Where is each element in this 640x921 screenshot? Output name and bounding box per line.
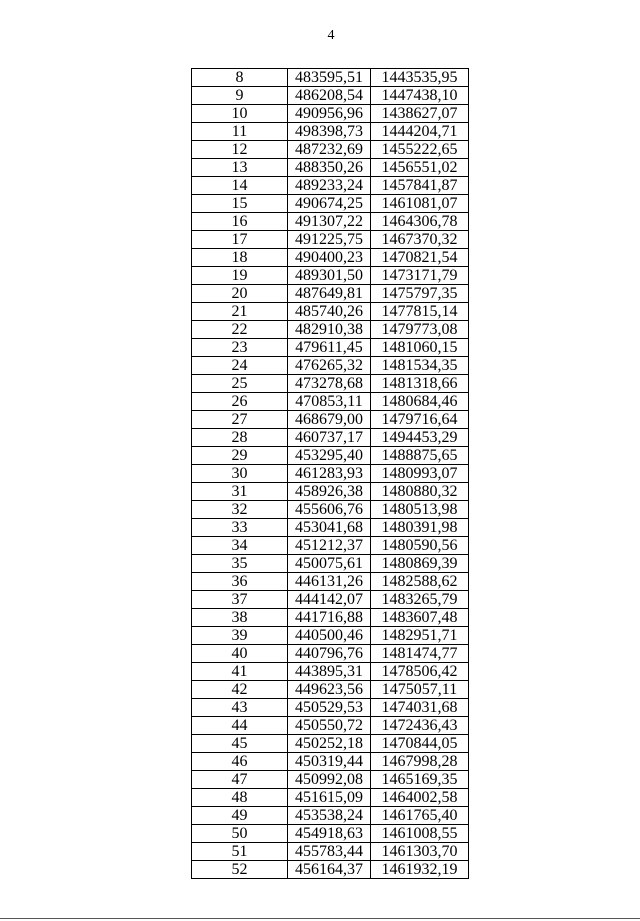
point-number-cell: 40 — [192, 645, 288, 663]
point-number-cell: 23 — [192, 339, 288, 357]
point-number-cell: 26 — [192, 393, 288, 411]
x-coordinate-cell: 450075,61 — [288, 555, 371, 573]
x-coordinate-cell: 450319,44 — [288, 753, 371, 771]
x-coordinate-cell: 450252,18 — [288, 735, 371, 753]
point-number-cell: 47 — [192, 771, 288, 789]
x-coordinate-cell: 458926,38 — [288, 483, 371, 501]
point-number-cell: 22 — [192, 321, 288, 339]
point-number-cell: 42 — [192, 681, 288, 699]
table-row — [192, 771, 469, 789]
table-row — [192, 285, 469, 303]
x-coordinate-cell: 450550,72 — [288, 717, 371, 735]
x-coordinate-cell: 456164,37 — [288, 861, 371, 879]
x-coordinate-cell: 461283,93 — [288, 465, 371, 483]
y-coordinate-cell: 1472436,43 — [371, 717, 469, 735]
point-number-cell: 43 — [192, 699, 288, 717]
table-row — [192, 609, 469, 627]
table-row — [192, 303, 469, 321]
table-row — [192, 123, 469, 141]
x-coordinate-cell: 470853,11 — [288, 393, 371, 411]
point-number-cell: 19 — [192, 267, 288, 285]
x-coordinate-cell: 449623,56 — [288, 681, 371, 699]
y-coordinate-cell: 1481474,77 — [371, 645, 469, 663]
y-coordinate-cell: 1470821,54 — [371, 249, 469, 267]
point-number-cell: 9 — [192, 87, 288, 105]
y-coordinate-cell: 1457841,87 — [371, 177, 469, 195]
point-number-cell: 50 — [192, 825, 288, 843]
x-coordinate-cell: 440796,76 — [288, 645, 371, 663]
x-coordinate-cell: 455783,44 — [288, 843, 371, 861]
point-number-cell: 14 — [192, 177, 288, 195]
x-coordinate-cell: 443895,31 — [288, 663, 371, 681]
x-coordinate-cell: 479611,45 — [288, 339, 371, 357]
x-coordinate-cell: 488350,26 — [288, 159, 371, 177]
y-coordinate-cell: 1475057,11 — [371, 681, 469, 699]
point-number-cell: 16 — [192, 213, 288, 231]
x-coordinate-cell: 498398,73 — [288, 123, 371, 141]
table-row — [192, 231, 469, 249]
x-coordinate-cell: 444142,07 — [288, 591, 371, 609]
point-number-cell: 17 — [192, 231, 288, 249]
table-row — [192, 807, 469, 825]
y-coordinate-cell: 1483265,79 — [371, 591, 469, 609]
table-row — [192, 321, 469, 339]
y-coordinate-cell: 1461303,70 — [371, 843, 469, 861]
coordinates-table — [191, 68, 469, 879]
y-coordinate-cell: 1479773,08 — [371, 321, 469, 339]
table-row — [192, 105, 469, 123]
point-number-cell: 41 — [192, 663, 288, 681]
x-coordinate-cell: 487649,81 — [288, 285, 371, 303]
table-row — [192, 789, 469, 807]
table-row — [192, 843, 469, 861]
y-coordinate-cell: 1467370,32 — [371, 231, 469, 249]
y-coordinate-cell: 1480590,56 — [371, 537, 469, 555]
y-coordinate-cell: 1475797,35 — [371, 285, 469, 303]
point-number-cell: 18 — [192, 249, 288, 267]
y-coordinate-cell: 1480880,32 — [371, 483, 469, 501]
y-coordinate-cell: 1479716,64 — [371, 411, 469, 429]
table-row — [192, 537, 469, 555]
point-number-cell: 12 — [192, 141, 288, 159]
y-coordinate-cell: 1461081,07 — [371, 195, 469, 213]
x-coordinate-cell: 453538,24 — [288, 807, 371, 825]
point-number-cell: 44 — [192, 717, 288, 735]
table-row — [192, 267, 469, 285]
x-coordinate-cell: 485740,26 — [288, 303, 371, 321]
x-coordinate-cell: 487232,69 — [288, 141, 371, 159]
x-coordinate-cell: 455606,76 — [288, 501, 371, 519]
coordinates-table-body — [192, 69, 469, 879]
point-number-cell: 24 — [192, 357, 288, 375]
table-row — [192, 429, 469, 447]
x-coordinate-cell: 473278,68 — [288, 375, 371, 393]
x-coordinate-cell: 454918,63 — [288, 825, 371, 843]
point-number-cell: 39 — [192, 627, 288, 645]
point-number-cell: 52 — [192, 861, 288, 879]
x-coordinate-cell: 490400,23 — [288, 249, 371, 267]
table-row — [192, 375, 469, 393]
point-number-cell: 27 — [192, 411, 288, 429]
y-coordinate-cell: 1480869,39 — [371, 555, 469, 573]
table-row — [192, 159, 469, 177]
point-number-cell: 15 — [192, 195, 288, 213]
y-coordinate-cell: 1455222,65 — [371, 141, 469, 159]
x-coordinate-cell: 468679,00 — [288, 411, 371, 429]
y-coordinate-cell: 1447438,10 — [371, 87, 469, 105]
y-coordinate-cell: 1482588,62 — [371, 573, 469, 591]
y-coordinate-cell: 1480391,98 — [371, 519, 469, 537]
table-row — [192, 411, 469, 429]
table-row — [192, 591, 469, 609]
point-number-cell: 28 — [192, 429, 288, 447]
x-coordinate-cell: 450992,08 — [288, 771, 371, 789]
point-number-cell: 21 — [192, 303, 288, 321]
point-number-cell: 8 — [192, 69, 288, 87]
y-coordinate-cell: 1474031,68 — [371, 699, 469, 717]
table-row — [192, 501, 469, 519]
table-row — [192, 177, 469, 195]
table-row — [192, 519, 469, 537]
point-number-cell: 35 — [192, 555, 288, 573]
table-row — [192, 645, 469, 663]
y-coordinate-cell: 1488875,65 — [371, 447, 469, 465]
x-coordinate-cell: 440500,46 — [288, 627, 371, 645]
x-coordinate-cell: 453295,40 — [288, 447, 371, 465]
y-coordinate-cell: 1480993,07 — [371, 465, 469, 483]
table-row — [192, 447, 469, 465]
table-row — [192, 681, 469, 699]
x-coordinate-cell: 491307,22 — [288, 213, 371, 231]
y-coordinate-cell: 1464306,78 — [371, 213, 469, 231]
point-number-cell: 29 — [192, 447, 288, 465]
point-number-cell: 32 — [192, 501, 288, 519]
x-coordinate-cell: 490674,25 — [288, 195, 371, 213]
y-coordinate-cell: 1438627,07 — [371, 105, 469, 123]
point-number-cell: 36 — [192, 573, 288, 591]
table-row — [192, 339, 469, 357]
table-row — [192, 249, 469, 267]
y-coordinate-cell: 1494453,29 — [371, 429, 469, 447]
table-row — [192, 69, 469, 87]
y-coordinate-cell: 1481060,15 — [371, 339, 469, 357]
y-coordinate-cell: 1477815,14 — [371, 303, 469, 321]
y-coordinate-cell: 1467998,28 — [371, 753, 469, 771]
table-row — [192, 627, 469, 645]
y-coordinate-cell: 1481318,66 — [371, 375, 469, 393]
x-coordinate-cell: 476265,32 — [288, 357, 371, 375]
table-row — [192, 825, 469, 843]
point-number-cell: 13 — [192, 159, 288, 177]
table-row — [192, 663, 469, 681]
x-coordinate-cell: 451615,09 — [288, 789, 371, 807]
table-row — [192, 861, 469, 879]
point-number-cell: 20 — [192, 285, 288, 303]
x-coordinate-cell: 460737,17 — [288, 429, 371, 447]
point-number-cell: 30 — [192, 465, 288, 483]
point-number-cell: 49 — [192, 807, 288, 825]
point-number-cell: 25 — [192, 375, 288, 393]
point-number-cell: 37 — [192, 591, 288, 609]
y-coordinate-cell: 1444204,71 — [371, 123, 469, 141]
table-row — [192, 717, 469, 735]
y-coordinate-cell: 1480513,98 — [371, 501, 469, 519]
y-coordinate-cell: 1443535,95 — [371, 69, 469, 87]
x-coordinate-cell: 490956,96 — [288, 105, 371, 123]
point-number-cell: 34 — [192, 537, 288, 555]
table-row — [192, 735, 469, 753]
y-coordinate-cell: 1470844,05 — [371, 735, 469, 753]
x-coordinate-cell: 450529,53 — [288, 699, 371, 717]
x-coordinate-cell: 451212,37 — [288, 537, 371, 555]
y-coordinate-cell: 1461932,19 — [371, 861, 469, 879]
table-row — [192, 753, 469, 771]
y-coordinate-cell: 1478506,42 — [371, 663, 469, 681]
table-row — [192, 483, 469, 501]
y-coordinate-cell: 1465169,35 — [371, 771, 469, 789]
y-coordinate-cell: 1461765,40 — [371, 807, 469, 825]
point-number-cell: 31 — [192, 483, 288, 501]
table-row — [192, 573, 469, 591]
table-row — [192, 555, 469, 573]
table-row — [192, 141, 469, 159]
point-number-cell: 33 — [192, 519, 288, 537]
x-coordinate-cell: 489301,50 — [288, 267, 371, 285]
point-number-cell: 10 — [192, 105, 288, 123]
table-row — [192, 195, 469, 213]
point-number-cell: 48 — [192, 789, 288, 807]
table-row — [192, 213, 469, 231]
y-coordinate-cell: 1482951,71 — [371, 627, 469, 645]
table-row — [192, 393, 469, 411]
page-bottom-rule — [0, 918, 640, 919]
point-number-cell: 38 — [192, 609, 288, 627]
x-coordinate-cell: 446131,26 — [288, 573, 371, 591]
table-row — [192, 465, 469, 483]
y-coordinate-cell: 1480684,46 — [371, 393, 469, 411]
table-row — [192, 699, 469, 717]
point-number-cell: 46 — [192, 753, 288, 771]
table-row — [192, 357, 469, 375]
point-number-cell: 11 — [192, 123, 288, 141]
x-coordinate-cell: 441716,88 — [288, 609, 371, 627]
table-row — [192, 87, 469, 105]
y-coordinate-cell: 1461008,55 — [371, 825, 469, 843]
y-coordinate-cell: 1483607,48 — [371, 609, 469, 627]
point-number-cell: 45 — [192, 735, 288, 753]
page-number: 4 — [327, 28, 335, 43]
y-coordinate-cell: 1464002,58 — [371, 789, 469, 807]
point-number-cell: 51 — [192, 843, 288, 861]
x-coordinate-cell: 489233,24 — [288, 177, 371, 195]
x-coordinate-cell: 483595,51 — [288, 69, 371, 87]
y-coordinate-cell: 1473171,79 — [371, 267, 469, 285]
x-coordinate-cell: 491225,75 — [288, 231, 371, 249]
x-coordinate-cell: 453041,68 — [288, 519, 371, 537]
x-coordinate-cell: 486208,54 — [288, 87, 371, 105]
y-coordinate-cell: 1456551,02 — [371, 159, 469, 177]
y-coordinate-cell: 1481534,35 — [371, 357, 469, 375]
x-coordinate-cell: 482910,38 — [288, 321, 371, 339]
